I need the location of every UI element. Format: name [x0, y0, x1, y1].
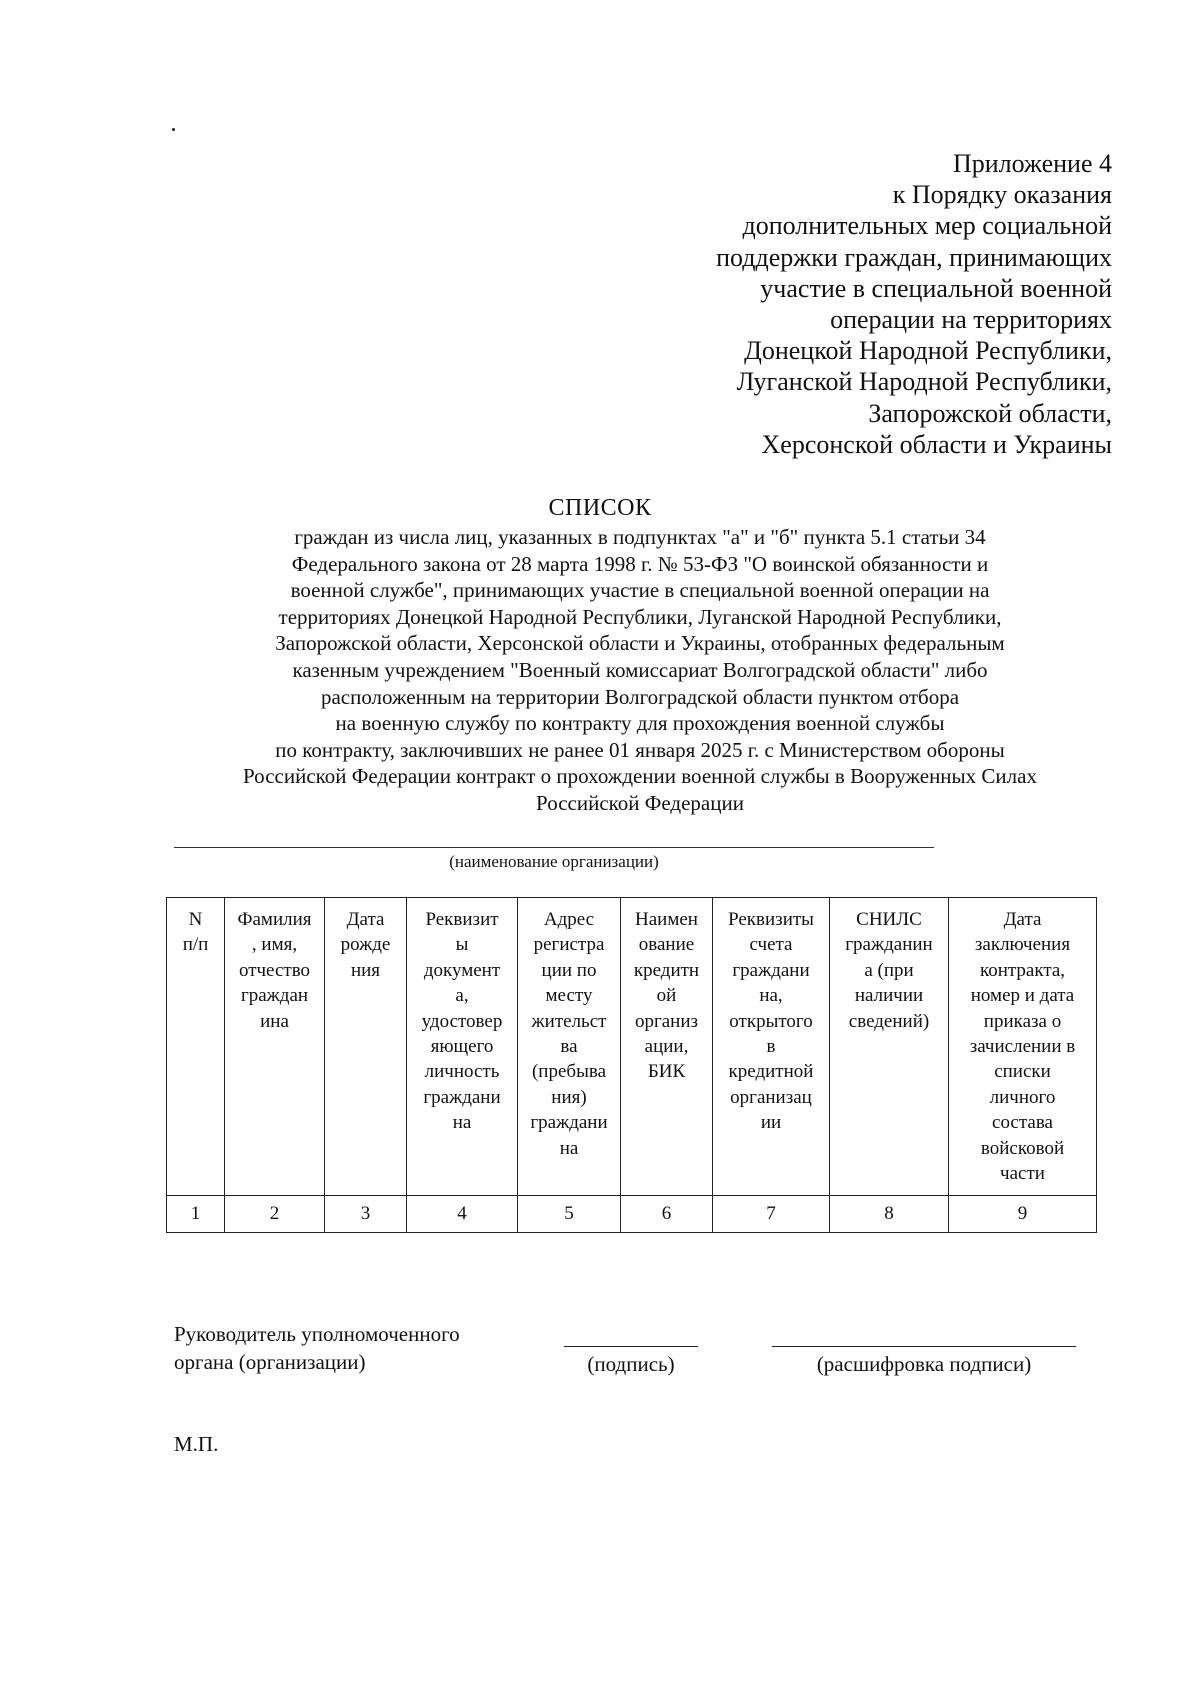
appendix-line: к Порядку оказания — [892, 180, 1112, 210]
header-cell-contract: Дата заключения контракта, номер и дата приказа о зачислении в списки личного состава войсковой части — [949, 898, 1097, 1196]
header-cell-account: Реквизиты счета граждани на, открытого в кредитной организац ии — [713, 898, 830, 1196]
signatory-role-line: Руководитель уполномоченного — [174, 1322, 460, 1346]
appendix-line: Херсонской области и Украины — [761, 429, 1112, 459]
column-number: 8 — [830, 1196, 949, 1233]
appendix-line: Приложение 4 — [952, 149, 1112, 178]
appendix-line: участие в специальной военной — [760, 273, 1112, 303]
appendix-line: Луганской Народной Республики, — [736, 367, 1112, 397]
subtitle-line: Запорожской области, Херсонской области и Украины, отобранных федеральным — [275, 631, 1005, 656]
column-number: 2 — [225, 1196, 325, 1233]
signature-caption: (подпись) — [587, 1352, 675, 1376]
column-number: 3 — [325, 1196, 407, 1233]
signature-decode-line — [772, 1346, 1076, 1347]
subtitle-line: Российской Федерации — [536, 790, 744, 815]
header-cell-bank: Наимен ование кредитн ой организ ации, БИК — [621, 898, 713, 1196]
header-cell-birthdate: Дата рожде ния — [325, 898, 407, 1196]
subtitle-line: Федерального закона от 28 марта 1998 г. № 53-ФЗ "О воинской обязанности и — [291, 551, 989, 576]
appendix-header — [592, 148, 1112, 460]
signatory-role — [174, 1320, 460, 1376]
header-cell-address: Адрес регистра ции по месту жительст ва (пребыва ния) граждани на — [518, 898, 621, 1196]
header-cell-fullname: Фамилия , имя, отчество граждан ина — [225, 898, 325, 1196]
appendix-line: операции на территориях — [830, 305, 1112, 335]
header-row — [167, 898, 1097, 1196]
header-cell-id-document: Реквизит ы документ а, удостовер яющего личность граждани на — [407, 898, 518, 1196]
stamp-place: М.П. — [174, 1432, 219, 1456]
stray-dot — [172, 128, 175, 131]
appendix-line: поддержки граждан, принимающих — [716, 242, 1112, 272]
subtitle-line: по контракту, заключивших не ранее 01 января 2025 г. с Министерством обороны — [275, 737, 1005, 762]
column-number: 4 — [407, 1196, 518, 1233]
signature-line — [564, 1346, 698, 1347]
subtitle-line: территориях Донецкой Народной Республики, Луганской Народной Республики, — [278, 604, 1002, 629]
list-title: СПИСОК — [548, 495, 652, 521]
subtitle-line: военной службе", принимающих участие в специальной военной операции на — [290, 578, 990, 603]
header-cell-number: N п/п — [167, 898, 225, 1196]
organization-caption: (наименование организации) — [449, 852, 659, 871]
column-number: 9 — [949, 1196, 1097, 1233]
list-subtitle — [160, 524, 1120, 817]
signatory-role-line: органа (организации) — [174, 1350, 366, 1374]
column-number: 7 — [713, 1196, 830, 1233]
subtitle-line: расположенным на территории Волгоградской области пунктом отбора — [320, 684, 960, 709]
column-number: 5 — [518, 1196, 621, 1233]
subtitle-line: казенным учреждением "Военный комиссариат Волгоградской области" либо — [292, 657, 988, 682]
appendix-line: Запорожской области, — [868, 398, 1112, 428]
subtitle-line: Российской Федерации контракт о прохождении военной службы в Вооруженных Силах — [243, 764, 1037, 789]
header-cell-snils: СНИЛС гражданин а (при наличии сведений) — [830, 898, 949, 1196]
subtitle-line: граждан из числа лиц, указанных в подпунктах "а" и "б" пункта 5.1 статьи 34 — [294, 525, 986, 549]
citizens-table — [166, 897, 1097, 1233]
column-number-row — [167, 1196, 1097, 1233]
column-number: 1 — [167, 1196, 225, 1233]
appendix-line: Донецкой Народной Республики, — [744, 336, 1112, 366]
subtitle-line: на военную службу по контракту для прохождения военной службы — [335, 711, 945, 736]
appendix-line: дополнительных мер социальной — [742, 211, 1112, 241]
organization-underline — [174, 847, 934, 848]
column-number: 6 — [621, 1196, 713, 1233]
signature-decode-caption: (расшифровка подписи) — [816, 1352, 1032, 1376]
